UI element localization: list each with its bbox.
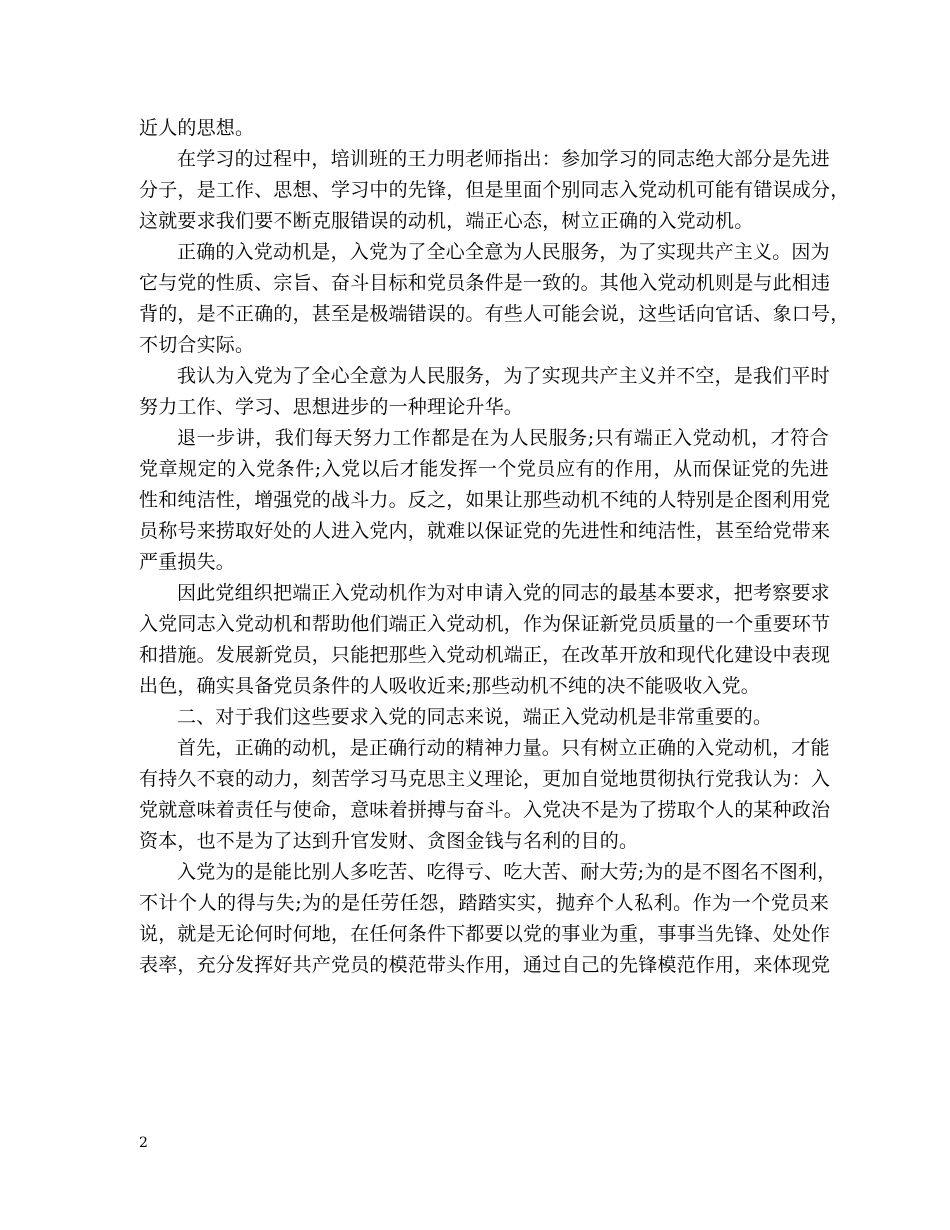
text-line: 二、对于我们这些要求入党的同志来说，端正入党动机是非常重要的。: [177, 706, 773, 728]
text-line: 近人的思想。: [139, 117, 255, 139]
text-line: 资本，也不是为了达到升官发财、贪图金钱与名利的目的。: [139, 830, 639, 852]
text-line: 员称号来捞取好处的人进入党内，就难以保证党的先进性和纯洁性，甚至给党带来: [139, 520, 831, 542]
text-line: 党章规定的入党条件;入党以后才能发挥一个党员应有的作用，从而保证党的先进: [139, 458, 829, 480]
text-line: 退一步讲，我们每天努力工作都是在为人民服务;只有端正入党动机，才符合: [177, 427, 829, 449]
text-line: 在学习的过程中，培训班的王力明老师指出：参加学习的同志绝大部分是先进: [177, 148, 830, 170]
text-line: 背的，是不正确的，甚至是极端错误的。有些人可能会说，这些话向官话、象口号，: [139, 303, 850, 325]
text-line: 我认为入党为了全心全意为人民服务，为了实现共产主义并不空，是我们平时: [177, 365, 830, 387]
text-line: 性和纯洁性，增强党的战斗力。反之，如果让那些动机不纯的人特别是企图利用党: [139, 489, 831, 511]
text-line: 党就意味着责任与使命，意味着拼搏与奋斗。入党决不是为了捞取个人的某种政治: [139, 799, 831, 821]
text-line: 正确的入党动机是，入党为了全心全意为人民服务，为了实现共产主义。因为: [177, 241, 830, 263]
text-line: 入党同志入党动机和帮助他们端正入党动机，作为保证新党员质量的一个重要环节: [139, 613, 831, 635]
text-line: 有持久不衰的动力，刻苦学习马克思主义理论，更加自觉地贯彻执行党我认为：入: [139, 768, 831, 790]
text-line: 和措施。发展新党员，只能把那些入党动机端正，在改革开放和现代化建设中表现: [139, 644, 831, 666]
text-line: 严重损失。: [139, 551, 236, 573]
text-line: 说，就是无论何时何地，在任何条件下都要以党的事业为重，事事当先锋、处处作: [139, 923, 831, 945]
text-line: 努力工作、学习、思想进步的一种理论升华。: [139, 396, 524, 418]
text-line: 表率，充分发挥好共产党员的模范带头作用，通过自己的先锋模范作用，来体现党: [139, 954, 831, 976]
text-line: 这就要求我们要不断克服错误的动机，端正心态，树立正确的入党动机。: [139, 210, 754, 232]
text-line: 它与党的性质、宗旨、奋斗目标和党员条件是一致的。其他入党动机则是与此相违: [139, 272, 831, 294]
text-line: 因此党组织把端正入党动机作为对申请入党的同志的最基本要求，把考察要求: [177, 582, 830, 604]
text-line: 首先，正确的动机，是正确行动的精神力量。只有树立正确的入党动机，才能: [177, 737, 830, 759]
body-text: [139, 113, 850, 981]
text-line: 出色，确实具备党员条件的人吸收近来;那些动机不纯的决不能吸收入党。: [139, 675, 761, 697]
text-line: 分子，是工作、思想、学习中的先锋，但是里面个别同志入党动机可能有错误成分，: [139, 179, 850, 201]
text-line: 不切合实际。: [139, 334, 255, 356]
page-number: 2: [139, 1135, 148, 1151]
text-line: 不计个人的得与失;为的是任劳任怨，踏踏实实，抛弃个人私利。作为一个党员来: [139, 892, 829, 914]
text-line: 入党为的是能比别人多吃苦、吃得亏、吃大苦、耐大劳;为的是不图名不图利，: [177, 861, 837, 883]
